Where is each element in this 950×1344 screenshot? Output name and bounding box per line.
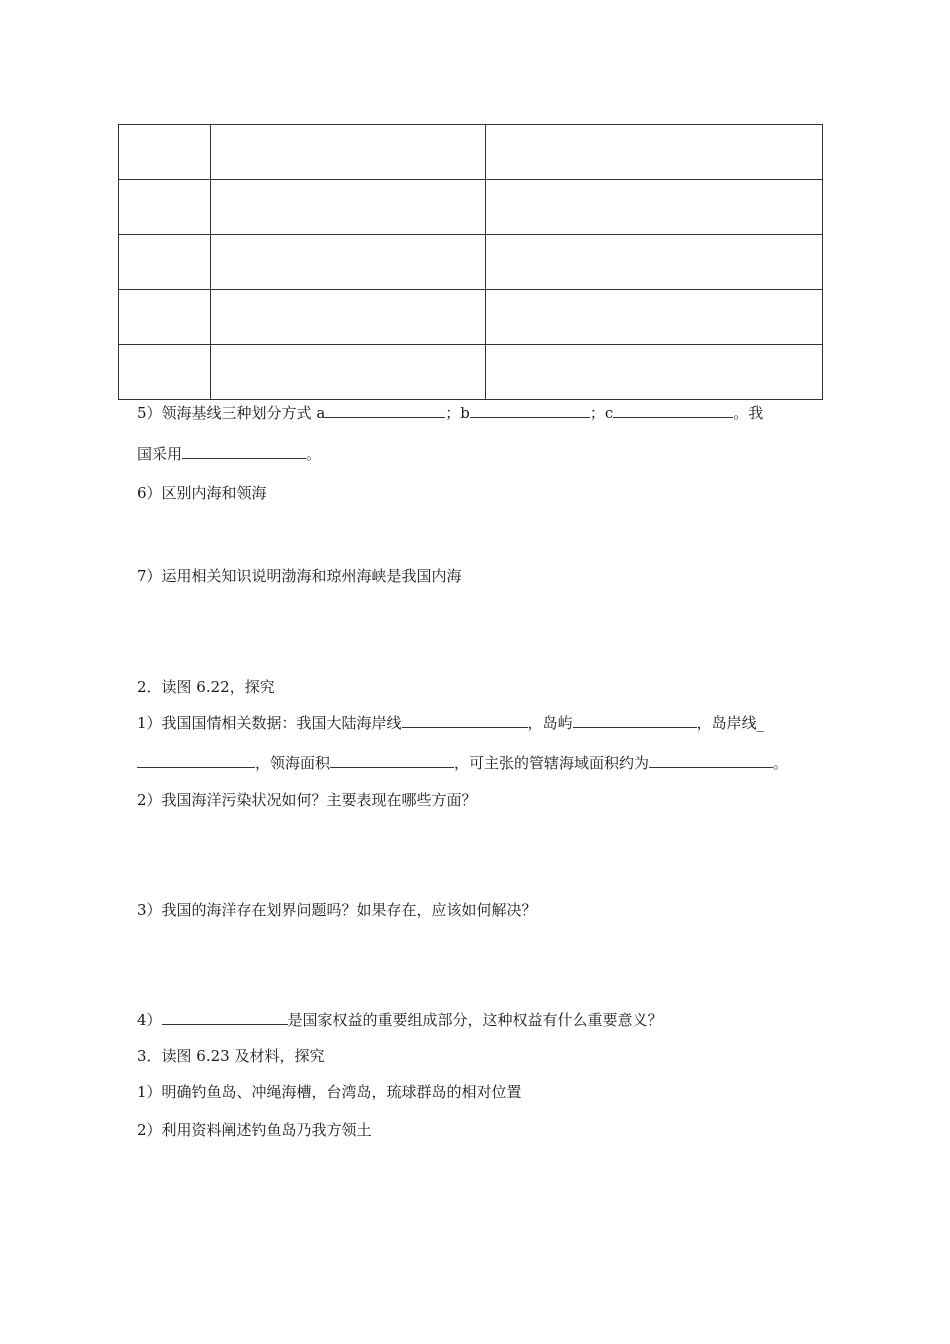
s2q1-claim: ，可主张的管辖海域面积约为	[454, 754, 650, 772]
table-cell	[486, 180, 823, 235]
blank-china-adopts[interactable]	[182, 444, 306, 459]
table-cell	[119, 345, 211, 400]
blank-jurisdiction-area[interactable]	[649, 753, 773, 768]
question-6: 6）区别内海和领海	[137, 484, 267, 502]
blank-island-coastline[interactable]	[137, 753, 255, 768]
table-row	[119, 345, 823, 400]
table-cell	[486, 345, 823, 400]
s2q1-coast: ，岛岸线_	[696, 714, 765, 732]
table-row	[119, 180, 823, 235]
table-cell	[211, 125, 486, 180]
table-cell	[211, 235, 486, 290]
blank-rights[interactable]	[162, 1010, 288, 1025]
table-row	[119, 125, 823, 180]
section-3-title: 3．读图 6.23 及材料，探究	[137, 1047, 325, 1065]
section-2-q1-line1	[137, 713, 764, 733]
blank-baseline-a[interactable]	[325, 403, 445, 418]
q5-line2-suffix: 。	[306, 445, 322, 463]
table-cell	[486, 290, 823, 345]
section-2-q2: 2）我国海洋污染状况如何？主要表现在哪些方面？	[137, 791, 477, 809]
s2q1-prefix: 1）我国国情相关数据：我国大陆海岸线	[137, 714, 402, 732]
q5-suffix: 。我	[733, 404, 764, 422]
s2q1-area: ，领海面积	[255, 754, 331, 772]
blank-baseline-c[interactable]	[613, 403, 733, 418]
s2q1-island: ，岛屿	[527, 714, 573, 732]
table-cell	[486, 235, 823, 290]
table-cell	[211, 345, 486, 400]
table-cell	[211, 290, 486, 345]
table-row	[119, 290, 823, 345]
question-5-line1	[137, 403, 763, 423]
blank-mainland-coastline[interactable]	[402, 713, 528, 728]
table-cell	[119, 180, 211, 235]
table-cell	[211, 180, 486, 235]
s2q4-prefix: 4）	[137, 1011, 162, 1029]
section-2-title: 2．读图 6.22，探究	[137, 678, 275, 696]
blank-territorial-sea-area[interactable]	[330, 753, 454, 768]
blank-baseline-b[interactable]	[470, 403, 590, 418]
q5-sep2: ；c	[589, 404, 614, 422]
answer-table	[118, 124, 823, 400]
table-row	[119, 235, 823, 290]
q5-line2-prefix: 国采用	[137, 445, 183, 463]
s2q1-end: 。	[773, 754, 789, 772]
section-2-q3: 3）我国的海洋存在划界问题吗？如果存在，应该如何解决？	[137, 901, 537, 919]
table-cell	[486, 125, 823, 180]
table-cell	[119, 235, 211, 290]
q5-sep1: ；b	[445, 404, 470, 422]
section-2-q1-line2	[137, 753, 788, 773]
section-3-q1: 1）明确钓鱼岛、冲绳海槽，台湾岛，琉球群岛的相对位置	[137, 1083, 522, 1101]
blank-islands[interactable]	[573, 713, 697, 728]
table-cell	[119, 125, 211, 180]
section-2-q4	[137, 1010, 663, 1030]
s2q4-suffix: 是国家权益的重要组成部分，这种权益有什么重要意义？	[287, 1011, 663, 1029]
q5-prefix: 5）领海基线三种划分方式 a	[137, 404, 326, 422]
question-5-line2	[137, 444, 321, 464]
question-7: 7）运用相关知识说明渤海和琼州海峡是我国内海	[137, 567, 462, 585]
table-cell	[119, 290, 211, 345]
section-3-q2: 2）利用资料阐述钓鱼岛乃我方领土	[137, 1121, 372, 1139]
